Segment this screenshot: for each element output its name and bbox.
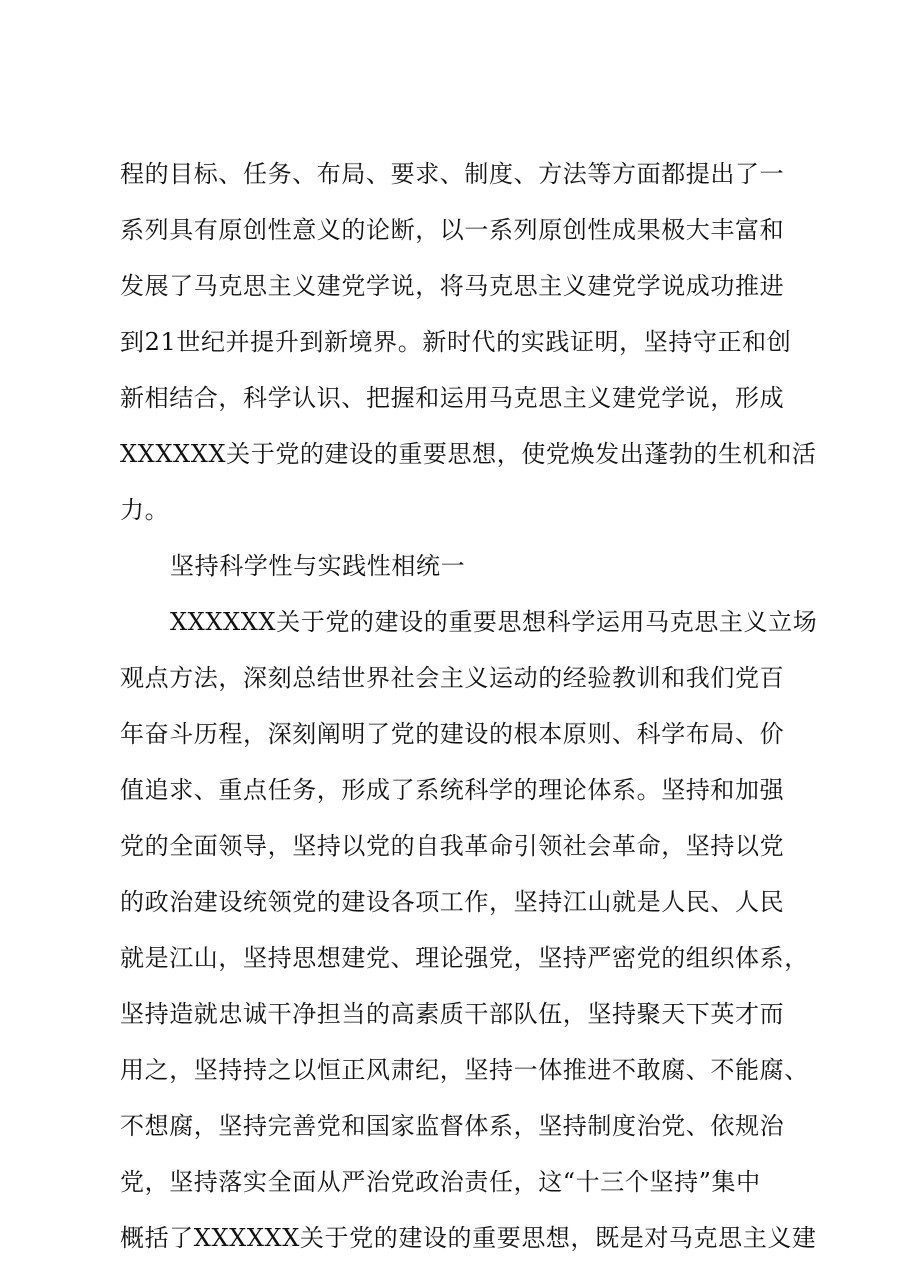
- paragraph-line: 的政治建设统领党的建设各项工作，坚持江山就是人民、人民: [120, 888, 785, 916]
- paragraph-line: 年奋斗历程，深刻阐明了党的建设的根本原则、科学布局、价: [120, 720, 785, 748]
- paragraph-line: 党，坚持落实全面从严治党政治责任，这“十三个坚持”集中: [120, 1168, 761, 1196]
- paragraph-line: 观点方法，深刻总结世界社会主义运动的经验教训和我们党百: [120, 664, 785, 692]
- paragraph-line: 力。: [120, 496, 170, 524]
- paragraph-line: 用之，坚持持之以恒正风肃纪，坚持一体推进不敢腐、不能腐、: [120, 1056, 809, 1084]
- paragraph-line: 新相结合，科学认识、把握和运用马克思主义建党学说，形成: [120, 384, 785, 412]
- paragraph-line: 到21世纪并提升到新境界。新时代的实践证明，坚持守正和创: [120, 328, 792, 356]
- paragraph-line: 坚持造就忠诚干净担当的高素质干部队伍，坚持聚天下英才而: [120, 1000, 785, 1028]
- paragraph-line: 程的目标、任务、布局、要求、制度、方法等方面都提出了一: [120, 160, 785, 188]
- paragraph-line: 不想腐，坚持完善党和国家监督体系，坚持制度治党、依规治: [120, 1112, 785, 1140]
- paragraph-line: 就是江山，坚持思想建党、理论强党，坚持严密党的组织体系，: [120, 944, 809, 972]
- paragraph-line: 党的全面领导，坚持以党的自我革命引领社会革命，坚持以党: [120, 832, 785, 860]
- paragraph-line: XXXXXX关于党的建设的重要思想，使党焕发出蓬勃的生机和活: [120, 440, 817, 468]
- paragraph-line: XXXXXX关于党的建设的重要思想科学运用马克思主义立场: [170, 608, 818, 636]
- paragraph-line: 发展了马克思主义建党学说，将马克思主义建党学说成功推进: [120, 272, 785, 300]
- paragraph-line: 系列具有原创性意义的论断，以一系列原创性成果极大丰富和: [120, 216, 785, 244]
- section-heading: 坚持科学性与实践性相统一: [170, 552, 466, 580]
- paragraph-line: 值追求、重点任务，形成了系统科学的理论体系。坚持和加强: [120, 776, 785, 804]
- paragraph-line: 概括了XXXXXX关于党的建设的重要思想，既是对马克思主义建: [120, 1224, 817, 1252]
